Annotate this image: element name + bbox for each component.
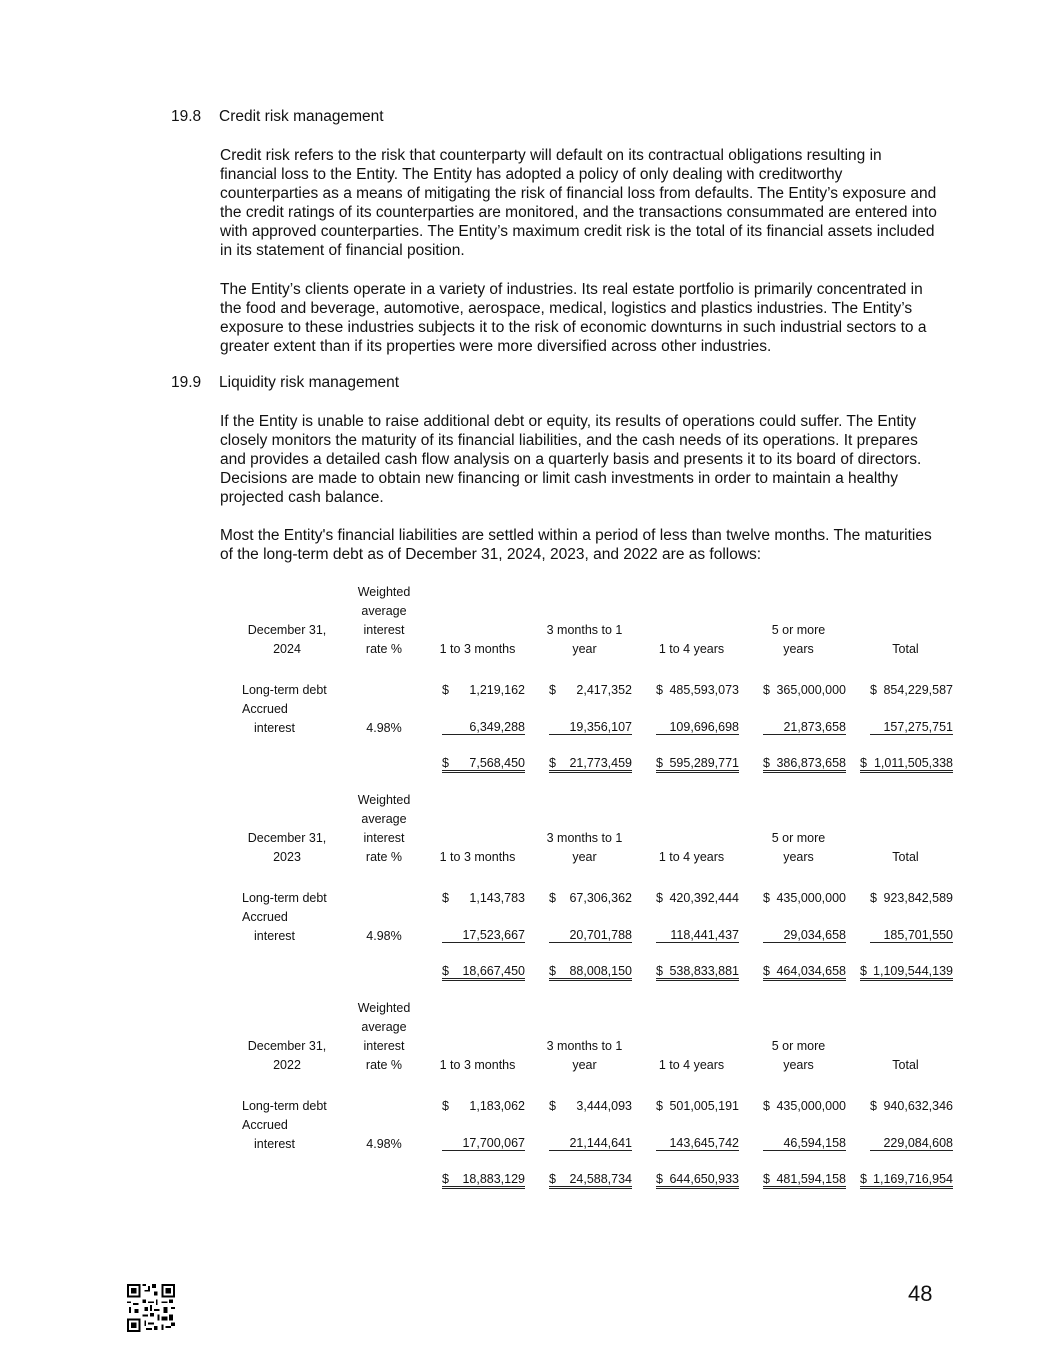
currency: $	[656, 891, 663, 905]
row-label: Accrued	[242, 702, 288, 716]
header-rate-line: average	[361, 812, 407, 826]
header-rate-line: interest	[363, 623, 405, 637]
currency: $	[656, 1172, 663, 1186]
credit-risk-paragraph-2: The Entity’s clients operate in a variety of industries. Its real estate portfolio is primarily concentrated in the food and beverage, automotive, aerospace, medical, logistics and plastics industries. The Entity’s exposure to these industries subjects it to the risk of economic downturns in such industrial sectors to a greater extent than if its properties were more diversified across other industries.	[220, 281, 927, 355]
currency: $	[549, 1099, 556, 1113]
header-col-2: year	[572, 1058, 597, 1072]
header-rate-line: rate %	[365, 850, 403, 864]
section-heading-19-9	[171, 374, 399, 392]
cell-value: 923,842,589	[883, 891, 953, 905]
row-rate: 4.98%	[366, 1137, 402, 1151]
cell-value: 18,667,450	[462, 964, 525, 978]
header-rate-line: rate %	[365, 1058, 403, 1072]
section-title: Credit risk management	[219, 108, 384, 125]
cell-value: 481,594,158	[776, 1172, 846, 1186]
cell-value: 854,229,587	[883, 683, 953, 697]
currency: $	[860, 1172, 867, 1186]
cell-value: 464,034,658	[776, 964, 846, 978]
currency: $	[656, 683, 663, 697]
header-date: December 31,	[247, 623, 327, 637]
currency: $	[860, 756, 867, 770]
header-col-2: 3 months to 1	[546, 831, 623, 845]
row-label: interest	[254, 1137, 295, 1151]
header-year: 2023	[273, 850, 301, 864]
currency: $	[870, 891, 877, 905]
header-rate-line: average	[361, 1020, 407, 1034]
table-row-accrued-interest	[230, 716, 959, 735]
header-col-5: Total	[892, 850, 919, 864]
header-col-4: years	[783, 642, 814, 656]
section-title: Liquidity risk management	[219, 374, 400, 391]
table-row-accrued-interest	[230, 924, 959, 943]
row-rate	[344, 1094, 424, 1113]
currency: $	[763, 756, 770, 770]
header-col-4: 5 or more	[771, 623, 826, 637]
maturity-table-2024	[230, 583, 959, 773]
currency: $	[442, 1172, 449, 1186]
header-col-2: year	[572, 642, 597, 656]
header-col-2: 3 months to 1	[546, 623, 623, 637]
cell-value: 501,005,191	[669, 1099, 739, 1113]
table-row-long-term-debt	[230, 678, 959, 697]
cell-value: 21,873,658	[783, 720, 846, 734]
cell-value: 17,523,667	[462, 928, 525, 942]
header-rate-line: Weighted	[357, 1001, 411, 1015]
row-label: Long-term debt	[242, 1099, 327, 1113]
cell-value: 7,568,450	[469, 756, 525, 770]
cell-value: 1,169,716,954	[873, 1172, 953, 1186]
header-rate-line: Weighted	[357, 585, 411, 599]
currency: $	[549, 756, 556, 770]
row-label: Long-term debt	[242, 891, 327, 905]
cell-value: 386,873,658	[776, 756, 846, 770]
maturity-table-2022	[230, 999, 959, 1189]
header-col-1	[424, 1037, 531, 1056]
cell-value: 118,441,437	[670, 928, 739, 942]
currency: $	[442, 891, 449, 905]
header-rate-line: Weighted	[357, 793, 411, 807]
currency: $	[442, 1099, 449, 1113]
page-number: 48	[908, 1281, 933, 1306]
row-rate: 4.98%	[366, 721, 402, 735]
cell-value: 185,701,550	[883, 928, 953, 942]
header-date: December 31,	[247, 1039, 327, 1053]
row-label: interest	[254, 929, 295, 943]
cell-value: 485,593,073	[669, 683, 739, 697]
header-col-5	[852, 829, 959, 848]
cell-value: 19,356,107	[569, 720, 632, 734]
table-row-long-term-debt	[230, 886, 959, 905]
header-col-3	[638, 829, 745, 848]
currency: $	[442, 964, 449, 978]
table-row-total	[230, 1170, 959, 1189]
header-col-1: 1 to 3 months	[439, 1058, 516, 1072]
section-number: 19.8	[171, 108, 202, 125]
header-col-5	[852, 1037, 959, 1056]
header-date: December 31,	[247, 831, 327, 845]
cell-value: 420,392,444	[669, 891, 739, 905]
row-rate	[344, 886, 424, 905]
row-label: Long-term debt	[242, 683, 327, 697]
row-label: interest	[254, 721, 295, 735]
header-col-3	[638, 621, 745, 640]
cell-value: 1,219,162	[469, 683, 525, 697]
currency: $	[549, 1172, 556, 1186]
header-col-5: Total	[892, 642, 919, 656]
cell-value: 595,289,771	[669, 756, 739, 770]
currency: $	[656, 756, 663, 770]
section-number: 19.9	[171, 374, 202, 391]
header-col-3: 1 to 4 years	[658, 642, 725, 656]
header-col-3: 1 to 4 years	[658, 1058, 725, 1072]
cell-value: 1,143,783	[469, 891, 525, 905]
cell-value: 109,696,698	[669, 720, 739, 734]
row-label: Accrued	[242, 910, 288, 924]
currency: $	[442, 756, 449, 770]
cell-value: 644,650,933	[669, 1172, 739, 1186]
currency: $	[860, 964, 867, 978]
table-row-total	[230, 962, 959, 981]
currency: $	[870, 1099, 877, 1113]
header-col-4: 5 or more	[771, 1039, 826, 1053]
cell-value: 21,144,641	[569, 1136, 632, 1150]
header-col-2: year	[572, 850, 597, 864]
header-col-1	[424, 621, 531, 640]
cell-value: 435,000,000	[776, 891, 846, 905]
header-col-1: 1 to 3 months	[439, 642, 516, 656]
cell-value: 157,275,751	[883, 720, 953, 734]
cell-value: 1,183,062	[469, 1099, 525, 1113]
table-row-total	[230, 754, 959, 773]
row-rate	[344, 678, 424, 697]
currency: $	[763, 891, 770, 905]
row-label: Accrued	[242, 1118, 288, 1132]
cell-value: 67,306,362	[569, 891, 632, 905]
cell-value: 17,700,067	[462, 1136, 525, 1150]
currency: $	[656, 1099, 663, 1113]
cell-value: 6,349,288	[469, 720, 525, 734]
header-year: 2024	[273, 642, 301, 656]
header-col-4: years	[783, 850, 814, 864]
liquidity-risk-paragraph-2: Most the Entity's financial liabilities are settled within a period of less than twelve months. The maturities of the long-term debt as of December 31, 2024, 2023, and 2022 are as follows:	[220, 527, 932, 563]
cell-value: 365,000,000	[776, 683, 846, 697]
header-col-1: 1 to 3 months	[439, 850, 516, 864]
currency: $	[549, 964, 556, 978]
header-col-5	[852, 621, 959, 640]
currency: $	[763, 964, 770, 978]
header-col-3: 1 to 4 years	[658, 850, 725, 864]
currency: $	[763, 1172, 770, 1186]
header-col-5: Total	[892, 1058, 919, 1072]
header-col-4: 5 or more	[771, 831, 826, 845]
cell-value: 2,417,352	[576, 683, 632, 697]
header-rate-line: average	[361, 604, 407, 618]
header-rate-line: rate %	[365, 642, 403, 656]
header-rate-line: interest	[363, 831, 405, 845]
header-col-1	[424, 829, 531, 848]
cell-value: 1,109,544,139	[873, 964, 953, 978]
section-heading-19-8	[171, 108, 384, 126]
cell-value: 229,084,608	[883, 1136, 953, 1150]
row-rate: 4.98%	[366, 929, 402, 943]
currency: $	[549, 683, 556, 697]
cell-value: 88,008,150	[569, 964, 632, 978]
header-col-2: 3 months to 1	[546, 1039, 623, 1053]
cell-value: 24,588,734	[569, 1172, 632, 1186]
cell-value: 1,011,505,338	[873, 756, 953, 770]
currency: $	[763, 1099, 770, 1113]
qr-code-icon	[127, 1284, 175, 1332]
header-col-4: years	[783, 1058, 814, 1072]
credit-risk-paragraph-1: Credit risk refers to the risk that counterparty will default on its contractual obligations resulting in financial loss to the Entity. The Entity has adopted a policy of only dealing with creditworthy counterparties as a means of mitigating the risk of financial loss from defaults. The Entity’s exposure and the credit ratings of its counterparties are monitored, and the transactions consummated are entered into with approved counterparties. The Entity’s maximum credit risk is the total of its financial assets included in its statement of financial position.	[220, 147, 937, 259]
table-row-accrued-interest	[230, 1132, 959, 1151]
cell-value: 538,833,881	[669, 964, 739, 978]
cell-value: 3,444,093	[576, 1099, 632, 1113]
cell-value: 20,701,788	[569, 928, 632, 942]
liquidity-risk-paragraph-1: If the Entity is unable to raise additional debt or equity, its results of operations could suffer. The Entity closely monitors the maturity of its financial liabilities, and the cash needs of its operations. It prepares and provides a detailed cash flow analysis on a quarterly basis and presents it to its board of directors. Decisions are made to obtain new financing or limit cash investments in order to maintain a healthy projected cash balance.	[220, 413, 922, 506]
cell-value: 46,594,158	[783, 1136, 846, 1150]
header-col-3	[638, 1037, 745, 1056]
currency: $	[656, 964, 663, 978]
currency: $	[763, 683, 770, 697]
header-rate-line: interest	[363, 1039, 405, 1053]
currency: $	[442, 683, 449, 697]
header-year: 2022	[273, 1058, 301, 1072]
currency: $	[870, 683, 877, 697]
cell-value: 435,000,000	[776, 1099, 846, 1113]
currency: $	[549, 891, 556, 905]
cell-value: 29,034,658	[783, 928, 846, 942]
cell-value: 940,632,346	[883, 1099, 953, 1113]
table-row-long-term-debt	[230, 1094, 959, 1113]
cell-value: 143,645,742	[669, 1136, 739, 1150]
cell-value: 21,773,459	[569, 756, 632, 770]
maturity-table-2023	[230, 791, 959, 981]
cell-value: 18,883,129	[462, 1172, 525, 1186]
